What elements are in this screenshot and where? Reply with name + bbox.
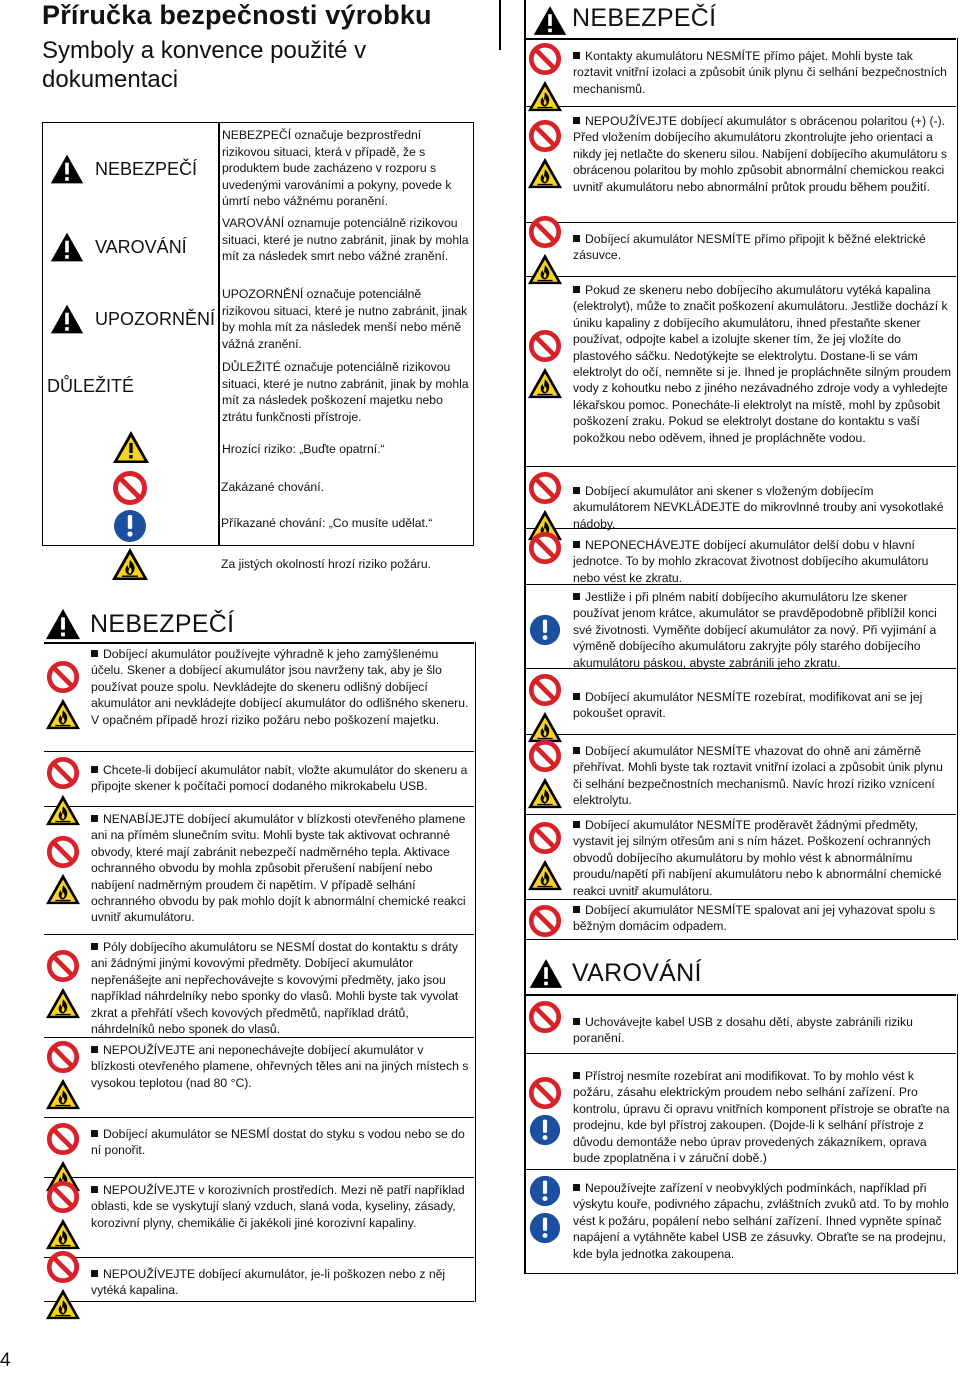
safety-item-text [91,646,470,728]
fire-icon [526,156,564,190]
fire-description: Za jistých okolností hrozí riziko požáru. [221,557,431,571]
prohibited-icon-wrap [44,756,82,790]
prohibited-symbol [110,470,150,506]
safety-item [44,935,474,1038]
bullet-square-icon [573,235,580,242]
page-subtitle: Symboly a konvence použité v dokumentaci [42,37,367,93]
prohibited-icon [526,531,564,565]
safety-item [526,1170,956,1274]
fire-icon [44,986,82,1020]
safety-item [44,752,474,807]
bullet-square-icon [573,1072,580,1079]
prohibited-icon-wrap [526,119,564,153]
safety-item-text [91,811,470,926]
danger-label: NEBEZPEČÍ [95,158,198,179]
fire-icon-wrap [44,986,82,1020]
important-description: DŮLEŽITÉ označuje potenciálně rizikovou situaci, které je nutno zabránit, jinak by mohla mít za následek poškození majetku nebo ztrátu funkčnosti přístroje. [222,360,469,424]
safety-item-label: Dobíjecí akumulátor ani skener s vloženým dobíjecím akumulátorem NEVKLÁDEJTE do mikrovlnné trouby ani vysokotlaké nádoby. [573,484,944,531]
prohibited-icon [526,119,564,153]
bullet-square-icon [91,650,98,657]
fire-icon [44,872,82,906]
prohibited-icon-wrap [44,660,82,694]
safety-item-text [573,282,952,446]
safety-item-text [91,1042,470,1091]
danger-warning-icon [49,151,85,187]
prohibited-icon-wrap [526,673,564,707]
fire-icon-wrap [526,776,564,810]
fire-icon [44,1217,82,1251]
hazard-triangle-icon [111,429,151,465]
bullet-square-icon [573,52,580,59]
bullet-square-icon [91,1130,98,1137]
bullet-square-icon [91,1270,98,1277]
safety-item-label: NEPONECHÁVEJTE dobíjecí akumulátor delší dobu v hlavní jednotce. To by mohlo zkracovat životnost dobíjecího akumulátoru nebo vést ke zkratu. [573,538,929,585]
bullet-square-icon [573,1184,580,1191]
page-number: 4 [0,1350,11,1371]
safety-item [526,900,956,940]
hazard-description: Hrozící riziko: „Buďte opatrní.“ [222,442,385,456]
prohibited-icon-wrap [526,1000,564,1034]
safety-item-text [573,902,952,935]
safety-item-label: NEPOUŽÍVEJTE dobíjecí akumulátor s obrácenou polaritou (+) (-). Před vložením dobíjecího akumulátoru zkontrolujte jeho orientaci a nikdy jej netlačte do skeneru silou. Nabíjení dobíjecího akumulátoru s obrácenou polaritou by mohlo způsobit abnormální chemickou reakci uvnitř akumulátoru nebo abnormální průtok proudu během použití. [573,114,947,194]
safety-item [526,1054,956,1170]
right-danger-heading-text: NEBEZPEČÍ [572,4,717,32]
caution-icon [49,301,85,337]
fire-icon [526,776,564,810]
fire-icon-wrap [526,858,564,892]
warning-label: VAROVÁNÍ [95,236,187,257]
safety-item [526,467,956,529]
safety-item-label: Nepoužívejte zařízení v neobvyklých podmínkách, například při výskytu kouře, podivného zápachu, zvláštních zvuků atd. To by mohlo vést k požáru, popálení nebo selhání zařízení. Ihned vypněte spínač napájení a vytáhněte kabel USB ze zásuvky. Obraťte se na prodejnu, kde byla jednotka zakoupena. [573,1181,949,1261]
mandatory-description: Příkazané chování: „Co musíte udělat.“ [221,516,433,530]
hazard-symbol-row [43,429,218,465]
prohibited-icon [526,821,564,855]
fire-icon [110,546,150,582]
safety-item-label: NEPOUŽÍVEJTE ani neponechávejte dobíjecí akumulátor v blízkosti otevřeného plamene, ohřevných těles ani na jiných místech s vysokou teplotou (nad 80 °C). [91,1043,469,1090]
page-title: Příručka bezpečnosti výrobku [42,0,432,30]
safety-item [526,277,956,467]
prohibited-icon [44,1180,82,1214]
danger-symbol-row [43,151,218,187]
caution-symbol-row [43,301,218,337]
prohibited-icon [526,673,564,707]
safety-item-text [91,1266,470,1299]
safety-item-label: Přístroj nesmíte rozebírat ani modifikovat. To by mohlo vést k požáru, zásahu elektrickým proudem nebo selhání zařízení. Pro kontrolu, úpravu či opravu vnitřních komponent přístroje se obraťte na prodejnu, kde byl přístroj zakoupen. (Dojde-li k selhání přístroje z důvodu demontáže nebo úprav provedených zákazníkem, oprava bude zpoplatněna i v záruční době.) [573,1069,950,1166]
safety-item [526,529,956,585]
fire-icon-wrap [526,366,564,400]
fire-icon [44,697,82,731]
mandatory-icon [526,1113,564,1147]
safety-item-label: Dobíjecí akumulátor NESMÍTE vhazovat do ohně ani záměrně přehřívat. Mohli byste tak roztavit vnitřní izolaci a způsobit únik plynu či selhání bezpečnostních mechanismů. Navíc hrozí riziko vznícení elektrolytu. [573,744,943,808]
prohibited-icon [526,1076,564,1110]
prohibited-icon-wrap [526,739,564,773]
safety-item-label: Uchovávejte kabel USB z dosahu dětí, abyste zabránili riziku poranění. [573,1015,913,1046]
safety-item-text [573,743,952,809]
safety-item [44,642,474,752]
safety-item-text [573,483,952,532]
safety-item-label: Dobíjecí akumulátor používejte výhradně k jeho zamýšlenému účelu. Skener a dobíjecí akumulátor jsou navrženy tak, aby je šlo používat pouze spolu. Nevkládejte do skeneru odlišný dobíjecí akumulátor ani nevkládejte dobíjecí akumulátor do odlišného skeneru. V opačném případě hrozí riziko požáru nebo poškození majetku. [91,647,469,727]
safety-item [526,107,956,223]
fire-icon [526,858,564,892]
bullet-square-icon [573,487,580,494]
mandatory-icon [526,1211,564,1245]
caution-label: UPOZORNĚNÍ [95,308,216,329]
safety-item-text [573,1014,952,1047]
fire-icon-wrap [44,1287,82,1321]
safety-item-text [91,939,470,1037]
safety-item-label: Pokud ze skeneru nebo dobíjecího akumulátoru vytéká kapalina (elektrolyt), může to značit poškození akumulátoru. Jestliže dochází k úniku kapaliny z dobíjecího akumulátoru, ihned přestaňte skener používat, odpojte kabel a izolujte skener tím, že jej vložíte do plastového sáčku. Nedotýkejte se elektrolytu. Dostane-li se vám elektrolyt do očí, nemněte si je. Ihned je propláchněte silným proudem vody z kohoutku nebo z jiného nezávadného zdroje vody a vyhledejte lékařskou pomoc. Ponecháte-li elektrolyt na místě, mohl by způsobit poškození zraku. Pokud se elektrolyt dostane do kontaktu s vaší pokožkou nebo oděvem, ihned je propláchněte vodou. [573,283,952,445]
prohibited-icon-wrap [526,531,564,565]
safety-item [526,994,956,1054]
safety-item [526,223,956,277]
prohibited-icon-wrap [44,1180,82,1214]
safety-item-label: Dobíjecí akumulátor NESMÍTE rozebírat, modifikovat ani se jej pokoušet opravit. [573,690,923,721]
safety-item-label: Dobíjecí akumulátor NESMÍTE spalovat ani jej vyhazovat spolu s běžným domácím odpadem. [573,903,936,934]
important-label: DŮLEŽITÉ [47,376,135,396]
right-warning-heading [528,957,702,990]
safety-item [44,1258,474,1302]
mandatory-icon-wrap [526,1211,564,1245]
prohibited-icon-wrap [44,949,82,983]
safety-item-label: Dobíjecí akumulátor NESMÍTE proděravět žádnými předměty, vystavit jej silným otřesům ani s ním házet. Poškození ochranných obvodů dobíjecího akumulátoru by mohlo vést k abnormálnímu proudu/napětí při nabíjení akumulátoru nebo k abnormální chemické reakci uvnitř akumulátoru. [573,818,942,898]
fire-icon-wrap [44,1217,82,1251]
safety-item [44,1038,474,1118]
prohibited-icon [526,471,564,505]
mandatory-icon [110,508,150,544]
prohibited-icon [44,660,82,694]
prohibited-icon [526,329,564,363]
prohibited-icon-wrap [526,471,564,505]
safety-item-label: Dobíjecí akumulátor NESMÍTE přímo připojit k běžné elektrické zásuvce. [573,232,926,263]
prohibited-icon [44,1122,82,1156]
bullet-square-icon [573,117,580,124]
fire-icon [44,1077,82,1111]
safety-item-label: NEPOUŽÍVEJTE dobíjecí akumulátor, je-li poškozen nebo z něj vytéká kapalina. [91,1267,446,1298]
bullet-square-icon [573,286,580,293]
safety-item [526,815,956,900]
warning-icon [49,229,85,265]
mandatory-icon [526,1174,564,1208]
safety-item-text [573,537,952,586]
safety-item-text [573,689,952,722]
safety-item-text [91,1126,470,1159]
bullet-square-icon [91,1046,98,1053]
safety-item-text [573,48,952,97]
prohibited-icon-wrap [44,1040,82,1074]
safety-item [526,38,956,107]
fire-icon-wrap [44,697,82,731]
prohibited-icon-wrap [526,215,564,249]
fire-icon-wrap [44,872,82,906]
bullet-square-icon [573,541,580,548]
bullet-square-icon [573,821,580,828]
prohibited-icon [526,1000,564,1034]
fire-icon-wrap [526,156,564,190]
prohibited-icon-wrap [526,904,564,938]
prohibited-icon [526,739,564,773]
left-danger-heading [44,607,234,641]
prohibited-icon-wrap [44,1122,82,1156]
prohibited-icon [44,1040,82,1074]
safety-item-label: Kontakty akumulátoru NESMÍTE přímo pájet. Mohli byste tak roztavit vnitřní izolaci a způsobit únik plynu či selhání bezpečnostních mechanismů. [573,49,947,96]
safety-item-label: Dobíjecí akumulátor se NESMÍ dostat do styku s vodou nebo se do ní ponořit. [91,1127,465,1158]
safety-item-text [573,1180,952,1262]
safety-item-text [573,113,952,195]
prohibited-icon [526,42,564,76]
prohibited-icon-wrap [526,42,564,76]
safety-item [526,669,956,735]
fire-icon-wrap [44,1077,82,1111]
safety-item-text [91,1182,470,1231]
warning-symbol-row [43,229,218,265]
prohibited-icon [44,756,82,790]
safety-item-text [573,589,952,671]
safety-item [44,1118,474,1178]
bullet-square-icon [573,593,580,600]
safety-item-label: Póly dobíjecího akumulátoru se NESMÍ dostat do kontaktu s dráty ani žádnými jinými kovovými předměty. Dobíjecí akumulátor nepřenášejte ani nepřechovávejte s kovovými předměty, jako jsou například náhrdelníky nebo sponky do vlasů. Mohli byste tak vyvolat zkrat a přehřátí všech kovových předmětů, například drátů, náhrdelníků nebo sponek do vlasů. [91,940,459,1037]
important-symbol-row [43,376,218,397]
mandatory-icon-wrap [526,613,564,647]
safety-item-label: NEPOUŽÍVEJTE v korozivních prostředích. Mezi ně patří například oblasti, kde se vyskytují slaný vzduch, slaná voda, kyseliny, zásady, korozivní plyny, chemikálie či jakékoli jiné korozivní kapaliny. [91,1183,465,1230]
right-warning-heading-icon [528,957,564,990]
right-warning-heading-text: VAROVÁNÍ [572,959,702,987]
safety-item-text [573,231,952,264]
bullet-square-icon [573,693,580,700]
prohibited-icon-wrap [44,1250,82,1284]
safety-item-label: Chcete-li dobíjecí akumulátor nabít, vložte akumulátor do skeneru a připojte skener k počítači pomocí dodaného mikrokabelu USB. [91,763,468,794]
caution-description: UPOZORNĚNÍ označuje potenciálně rizikovou situaci, které je nutno zabránit, jinak by mohla mít za následek menší nebo méně vážná zranění. [222,287,468,351]
safety-item [526,585,956,669]
bullet-square-icon [91,815,98,822]
fire-symbol [110,546,150,582]
safety-item-text [573,1068,952,1166]
mandatory-symbol [110,508,150,544]
bullet-square-icon [91,1186,98,1193]
prohibited-icon [526,215,564,249]
prohibited-icon-wrap [526,329,564,363]
prohibited-icon [44,949,82,983]
fire-icon [526,366,564,400]
safety-item-label: NENABÍJEJTE dobíjecí akumulátor v blízkosti otevřeného plamene ani na přímém slunečním svitu. Mohli byste tak aktivovat ochranné obvody, které mají zabránit nebezpečí nadměrného tepla. Aktivace ochranného obvodu by mohla způsobit přerušení nabíjení nebo nabíjení nadměrným proudem či napětím. V případě selhání ochranného obvodu by pak mohlo dojít k abnormální chemické reakci uvnitř akumulátoru. [91,812,466,925]
safety-item [526,735,956,815]
bullet-square-icon [91,766,98,773]
safety-item-text [91,762,470,795]
right-danger-heading-icon [532,4,568,37]
danger-description: NEBEZPEČÍ označuje bezprostřední rizikovou situaci, která v případě, že s produktem bude zacházeno v rozporu s uvedenými varováními a pokyny, povede k úmrtí nebo vážnému poranění. [222,128,452,208]
bullet-square-icon [573,1018,580,1025]
prohibited-icon-wrap [44,835,82,869]
safety-item-label: Jestliže i při plném nabití dobíjecího akumulátoru lze skener používat jenom krátce, akumulátor se pravděpodobně přiblížil konci své životnosti. Vyměňte dobíjecí akumulátor za nový. Při vyjímání a výměně dobíjecího akumulátoru zakryjte póly starého dobíjecího akumulátoru páskou, abyste zabránili jeho zkratu. [573,590,937,670]
safety-item-text [573,817,952,899]
prohibited-icon-wrap [526,1076,564,1110]
prohibited-description: Zakázané chování. [221,480,324,494]
mandatory-icon-wrap [526,1174,564,1208]
safety-item [44,1178,474,1258]
bullet-square-icon [573,747,580,754]
right-danger-heading [526,0,956,38]
safety-item [44,807,474,935]
bullet-square-icon [91,943,98,950]
prohibited-icon-wrap [526,821,564,855]
prohibited-icon [110,470,150,506]
left-danger-heading-text: NEBEZPEČÍ [90,609,235,638]
warning-description: VAROVÁNÍ oznamuje potenciálně rizikovou situaci, které je nutno zabránit, jinak by mohla mít za následek smrt nebo vážné zranění. [222,216,469,263]
prohibited-icon [44,835,82,869]
danger-heading-icon [44,607,82,641]
mandatory-icon-wrap [526,1113,564,1147]
mandatory-icon [526,613,564,647]
bullet-square-icon [573,906,580,913]
prohibited-icon [44,1250,82,1284]
fire-icon [44,1287,82,1321]
prohibited-icon [526,904,564,938]
